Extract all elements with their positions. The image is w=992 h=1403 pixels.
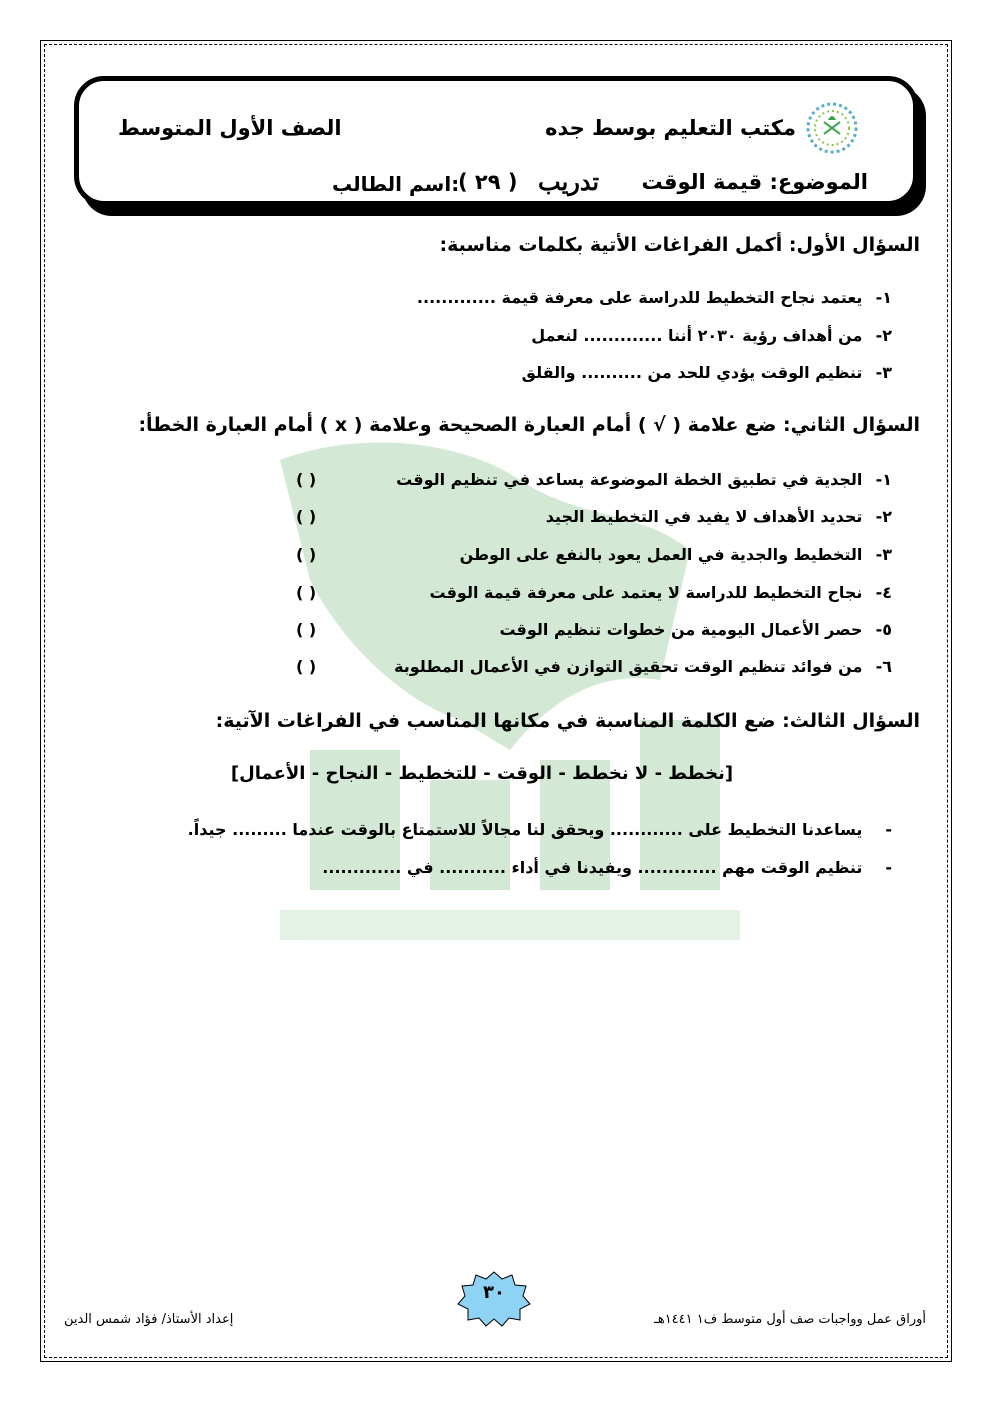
- footer-author: إعداد الأستاذ/ فؤاد شمس الدين: [64, 1312, 234, 1327]
- q1-title: السؤال الأول: أكمل الفراغات الأتية بكلمات مناسبة:: [439, 234, 920, 256]
- page-number: ٣٠: [483, 1282, 505, 1303]
- footer-title: أوراق عمل وواجبات صف أول متوسط ف١ ١٤٤١هـ: [654, 1312, 926, 1327]
- q2-title: السؤال الثاني: ضع علامة ( √ ) أمام العبارة الصحيحة وعلامة ( x ) أمام العبارة الخطأ:: [138, 414, 920, 436]
- q2-item: ٦- من فوائد تنظيم الوقت تحقيق التوازن في الأعمال المطلوبة: [394, 657, 892, 676]
- answer-parens[interactable]: ( ): [296, 620, 317, 639]
- q2-item: ٤- نجاح التخطيط للدراسة لا يعتمد على معرفة قيمة الوقت: [429, 583, 892, 602]
- student-name-label: اسم الطالب:: [332, 172, 460, 196]
- grade-label: الصف الأول المتوسط: [118, 116, 342, 140]
- training-word: تدريب: [538, 167, 600, 196]
- ministry-logo-icon: [804, 100, 860, 156]
- q3-item: - تنظيم الوقت مهم ............. ويفيدنا في أداء ........... في .............: [322, 858, 892, 877]
- answer-parens[interactable]: ( ): [296, 470, 317, 489]
- answer-parens[interactable]: ( ): [296, 583, 317, 602]
- subject-label: الموضوع: قيمة الوقت: [641, 170, 868, 194]
- answer-parens[interactable]: ( ): [296, 507, 317, 526]
- q1-item: ٢- من أهداف رؤية ٢٠٣٠ أننا ............. لنعمل: [531, 326, 892, 345]
- q3-item: - يساعدنا التخطيط على ............ ويحقق لنا مجالاً للاستمتاع بالوقت عندما ......... جيداً.: [187, 820, 892, 839]
- training-number: ( ٢٩ ): [458, 170, 518, 194]
- q2-item: ١- الجدية في تطبيق الخطة الموضوعة يساعد في تنظيم الوقت: [396, 470, 892, 489]
- q3-title: السؤال الثالث: ضع الكلمة المناسبة في مكانها المناسب في الفراغات الآتية:: [215, 710, 920, 732]
- q2-item: ٥- حصر الأعمال اليومية من خطوات تنظيم الوقت: [499, 620, 892, 639]
- office-name: مكتب التعليم بوسط جده: [545, 116, 796, 140]
- q1-item: ١- يعتمد نجاح التخطيط للدراسة على معرفة قيمة .............: [416, 288, 892, 307]
- answer-parens[interactable]: ( ): [296, 545, 317, 564]
- q2-item: ٢- تحديد الأهداف لا يفيد في التخطيط الجيد: [545, 507, 892, 526]
- answer-parens[interactable]: ( ): [296, 657, 317, 676]
- q1-item: ٣- تنظيم الوقت يؤدي للحد من .......... والقلق: [521, 363, 892, 382]
- q2-item: ٣- التخطيط والجدية في العمل يعود بالنفع على الوطن: [459, 545, 892, 564]
- word-bank: [نخطط - لا نخطط - الوقت - للتخطيط - النجاح - الأعمال]: [230, 763, 734, 784]
